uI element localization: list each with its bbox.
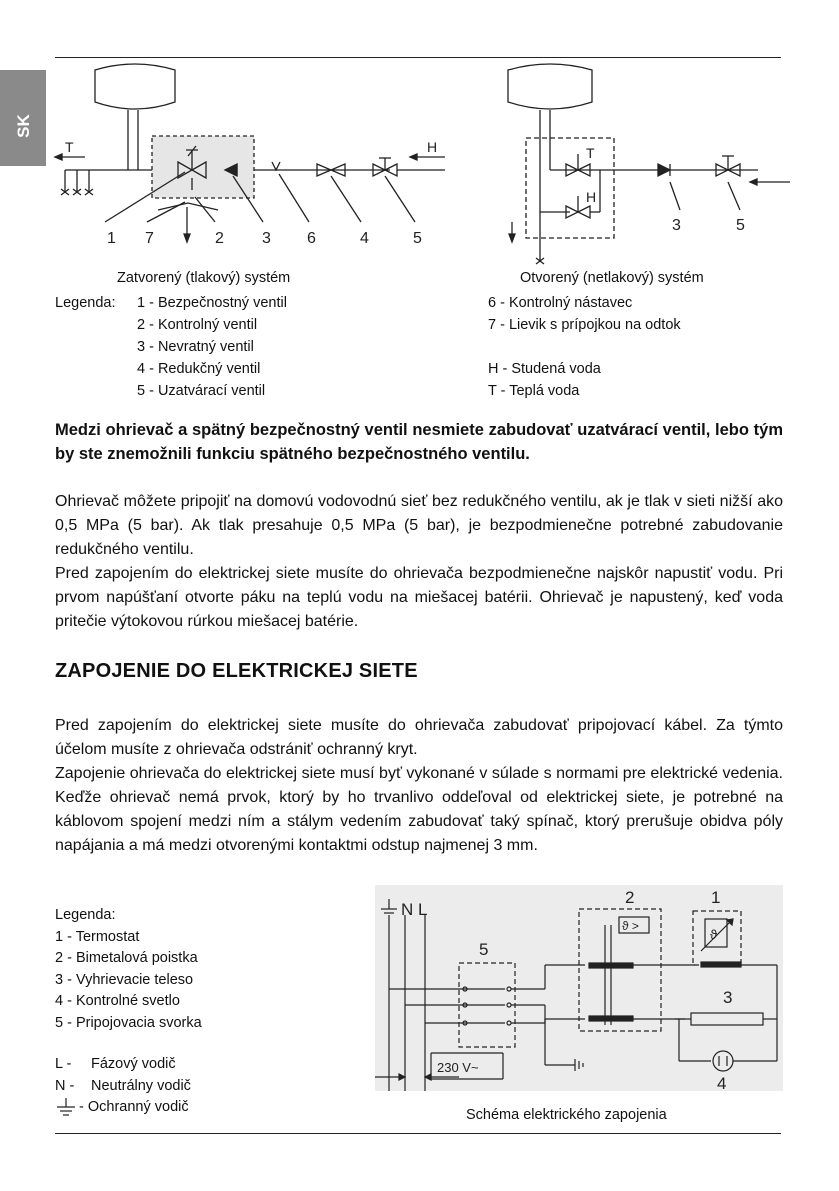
open-label-5: 5 [736,217,745,234]
label-T: T [65,139,74,155]
hydraulic-legend-left [137,292,287,402]
electric-legend-title: Legenda: [55,907,116,923]
electric-legend-item-1: 1 - Termostat [55,928,140,945]
hydraulic-legend-title: Legenda: [55,295,116,311]
label-5: 5 [413,230,422,247]
test-fitting-6 [272,162,280,170]
open-label-T: T [586,145,595,161]
label-7: 7 [145,230,154,247]
boiler-tank [95,64,175,109]
electric-legend [55,905,202,1119]
legend-item-2: 2 - Kontrolný ventil [137,317,258,333]
open-check-valve [658,164,670,176]
schematic-label-3: 3 [723,988,733,1007]
paragraph-reducing-valve: Ohrievač môžete pripojiť na domovú vodovodnú sieť bez redukčného ventilu, ak je tlak v sieti nižší ako 0,5 MPa (5 bar). Ak tlak presahuje 0,5 MPa (5 bar), je bezpodmienečne potrebné zabudovanie redukčného ventilu. [55,493,783,558]
label-3: 3 [262,230,271,247]
section-heading: ZAPOJENIE DO ELEKTRICKEJ SIETE [55,660,418,682]
voltage-label: 230 V~ [437,1060,479,1075]
schematic-top-labels: N L [401,900,428,919]
hydraulic-legend-right [488,292,681,402]
open-boiler-tank [508,64,592,109]
legend-item-3: 3 - Nevratný ventil [137,339,254,355]
conductor-N-text: Neutrálny vodič [91,1077,191,1094]
electric-legend-item-5: 5 - Pripojovacia svorka [55,1014,202,1031]
legend-item-7: 7 - Lievik s prípojkou na odtok [488,317,681,333]
paragraph-standards: Zapojenie ohrievača do elektrickej siete musí byť vykonané v súlade s normami pre elektrické vedenia. Keďže ohrievač nemá prvok, ktorý by ho trvanlivo oddeľoval od elektrickej siete, je potrebné na káblovom spojení medzi ním a stálym vedením zabudovať taký spínač, ktorý prerušuje obidva póly napájania a má medzi otvorenými kontaktmi odstup najmenej 3 mm. [55,765,783,854]
schematic-label-4: 4 [717,1074,727,1093]
label-6: 6 [307,230,316,247]
legend-item-H: H - Studená voda [488,361,601,377]
ground-icon [55,1098,79,1116]
open-label-3: 3 [672,217,681,234]
top-rule [55,57,781,58]
paragraph-cable: Pred zapojením do elektrickej siete musíte do ohrievača zabudovať pripojovací kábel. Za týmto účelom musíte z ohrievača odstrániť ochranný kryt. [55,717,783,758]
language-tab [0,70,46,166]
label-2: 2 [215,230,224,247]
conductor-PE-text: - Ochranný vodič [79,1099,189,1115]
label-1: 1 [107,230,116,247]
safety-group-box [152,136,254,198]
legend-item-6: 6 - Kontrolný nástavec [488,295,633,311]
legend-item-5: 5 - Uzatvárací ventil [137,383,266,399]
electric-legend-item-3: 3 - Vyhrievacie teleso [55,971,194,988]
schematic-label-2: 2 [625,888,635,907]
schematic-label-1: 1 [711,888,721,907]
paragraph-filling: Pred zapojením do elektrickej siete musíte do ohrievača bezpodmienečne najskôr napustiť vodu. Pri prvom napúšťaní otvorte páku na teplú vodu na miešacej batérii. Ohrievač je napustený, keď voda pritečie výtokovou rúrkou miešacej batérie. [55,565,783,630]
legend-item-1: 1 - Bezpečnostný ventil [137,295,287,311]
mixing-tap-box [526,138,614,238]
thermostat-contact [701,962,741,967]
label-H: H [427,139,438,155]
language-code: SK [13,114,33,138]
conductor-L-symbol: L - [55,1056,72,1072]
legend-item-4: 4 - Redukčný ventil [137,361,261,377]
closed-system-diagram [55,62,445,252]
conductor-N-symbol: N - [55,1077,75,1094]
electric-legend-item-2: 2 - Bimetalová poistka [55,950,198,966]
open-system-diagram [500,62,790,262]
open-label-H: H [586,189,597,205]
open-system-caption: Otvorený (netlakový) systém [520,270,704,286]
schematic-caption: Schéma elektrického zapojenia [466,1107,667,1123]
bottom-rule [55,1133,781,1134]
warning-text: Medzi ohrievač a spätný bezpečnostný ventil nesmiete zabudovať uzatvárací ventil, lebo tým by ste znemožnili funkciu spätného bezpečnostného ventilu. [55,421,783,463]
thermostat-symbol: ϑ [710,927,718,942]
label-4: 4 [360,230,369,247]
legend-item-T: T - Teplá voda [488,383,580,399]
bimetal-symbol: ϑ > [622,919,639,933]
schematic-label-5: 5 [479,940,489,959]
electrical-schematic [375,885,783,1095]
conductor-L-text: Fázový vodič [91,1056,176,1072]
closed-system-caption: Zatvorený (tlakový) systém [117,270,291,286]
electric-legend-item-4: 4 - Kontrolné svetlo [55,993,180,1009]
